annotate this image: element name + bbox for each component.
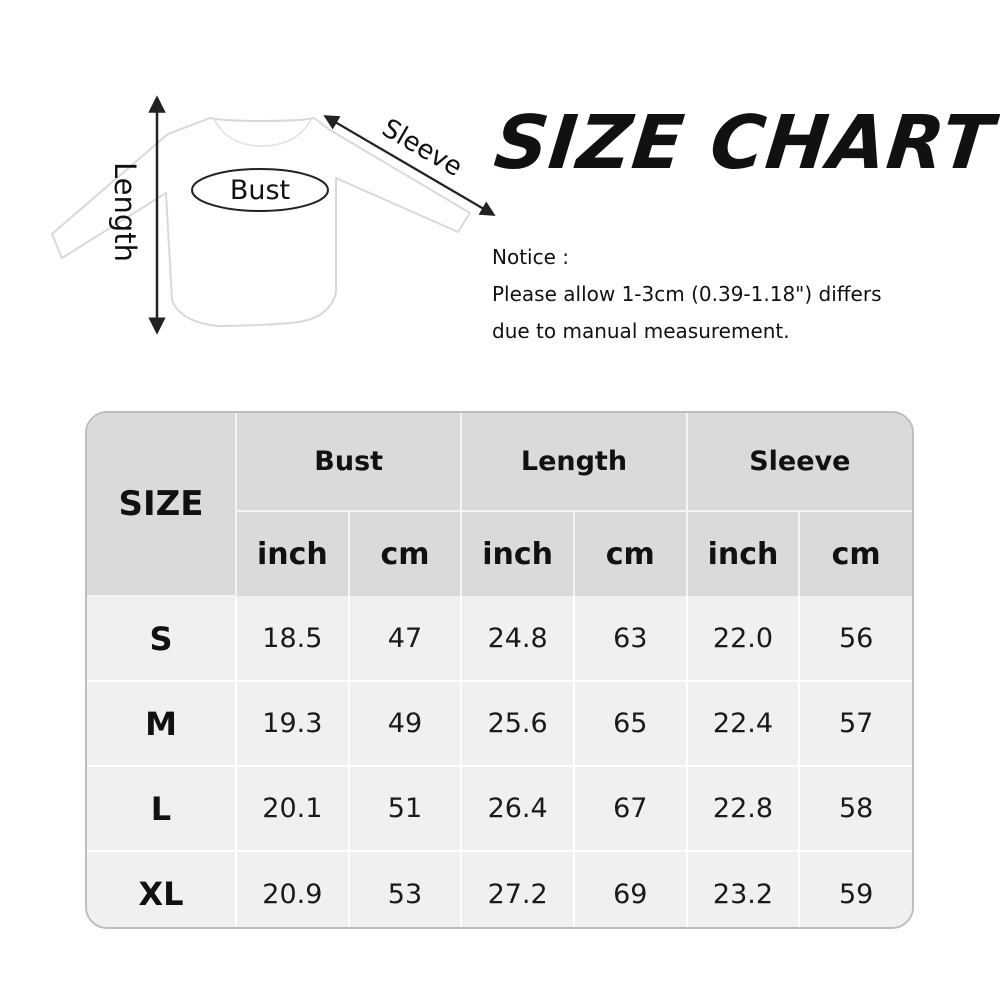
- garment-diagram: [0, 0, 500, 360]
- table-cell: 22.0: [687, 596, 800, 681]
- bust-label: Bust: [229, 175, 291, 206]
- page-title: SIZE CHART: [490, 100, 998, 186]
- table-cell: 26.4: [461, 766, 574, 851]
- size-cell: S: [87, 596, 236, 681]
- unit-header: inch: [461, 511, 574, 596]
- sleeve-label: Sleeve: [376, 113, 468, 183]
- notice-line-2: due to manual measurement.: [492, 319, 790, 343]
- size-cell: M: [87, 681, 236, 766]
- unit-header: cm: [574, 511, 687, 596]
- unit-header: inch: [236, 511, 349, 596]
- size-table: [85, 411, 914, 929]
- unit-header: cm: [799, 511, 912, 596]
- table-cell: 59: [799, 851, 912, 929]
- table-cell: 24.8: [461, 596, 574, 681]
- size-cell: XL: [87, 851, 236, 929]
- size-cell: L: [87, 766, 236, 851]
- unit-header: cm: [349, 511, 462, 596]
- table-cell: 22.8: [687, 766, 800, 851]
- sleeve-group-header: Sleeve: [687, 413, 912, 511]
- unit-header: inch: [687, 511, 800, 596]
- table-cell: 67: [574, 766, 687, 851]
- table-cell: 49: [349, 681, 462, 766]
- table-cell: 65: [574, 681, 687, 766]
- table-cell: 58: [799, 766, 912, 851]
- table-cell: 53: [349, 851, 462, 929]
- notice-heading: Notice :: [492, 245, 569, 269]
- size-column-header: SIZE: [87, 413, 236, 596]
- table-cell: 20.1: [236, 766, 349, 851]
- length-group-header: Length: [461, 413, 686, 511]
- table-cell: 23.2: [687, 851, 800, 929]
- table-cell: 69: [574, 851, 687, 929]
- table-cell: 18.5: [236, 596, 349, 681]
- table-cell: 19.3: [236, 681, 349, 766]
- notice-line-1: Please allow 1-3cm (0.39-1.18") differs: [492, 282, 882, 306]
- table-cell: 25.6: [461, 681, 574, 766]
- length-label: Length: [108, 161, 142, 263]
- notice-block: [492, 239, 962, 350]
- table-cell: 57: [799, 681, 912, 766]
- table-cell: 56: [799, 596, 912, 681]
- table-cell: 27.2: [461, 851, 574, 929]
- table-row: [87, 681, 912, 766]
- table-row: [87, 766, 912, 851]
- table-row: [87, 851, 912, 929]
- table-cell: 22.4: [687, 681, 800, 766]
- bust-group-header: Bust: [236, 413, 461, 511]
- table-cell: 63: [574, 596, 687, 681]
- table-cell: 47: [349, 596, 462, 681]
- table-cell: 51: [349, 766, 462, 851]
- table-cell: 20.9: [236, 851, 349, 929]
- table-row: [87, 596, 912, 681]
